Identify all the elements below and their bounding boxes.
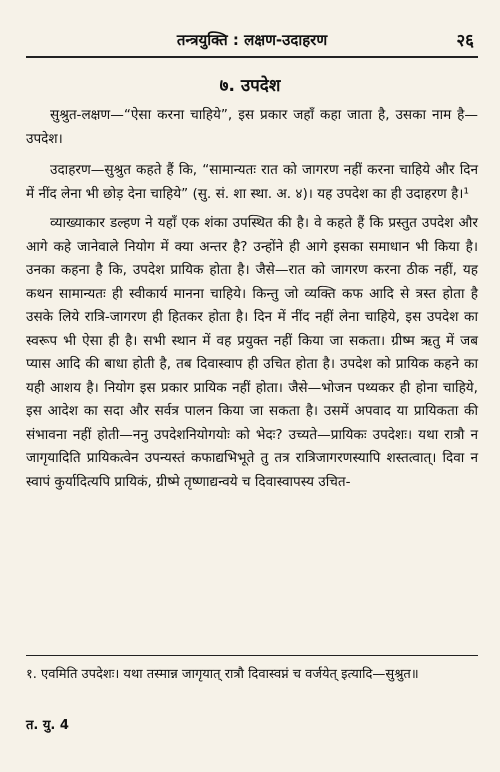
running-header [26,30,478,52]
footnote-rule [26,655,478,656]
signature-mark: त. यु. 4 [26,718,69,733]
paragraph-definition: सुश्रुत-लक्षण—“ऐसा करना चाहिये”, इस प्रकार जहाँ कहा जाता है, उसका नाम है—उपदेश। [26,107,478,147]
running-title: तन्त्रयुक्ति : लक्षण-उदाहरण [176,31,328,49]
paragraph-commentary: व्याख्याकार डल्हण ने यहाँ एक शंका उपस्थित की है। वे कहते हैं कि प्रस्तुत उपदेश और आगे कहे जानेवाले नियोग में क्या अन्तर है? उन्होंने ही आगे इसका समाधान भी किया है। उनका कहना है कि, उपदेश प्रायिक होता है। जैसे—रात को जागरण करना ठीक नहीं, यह कथन सामान्यतः ही स्वीकार्य मानना चाहिये। किन्तु जो व्यक्ति कफ आदि से त्रस्त होता है उसके लिये रात्रि-जागरण ही हितकर होता है। दिन में नींद नहीं लेना चाहिये, इस उपदेश का स्वरूप भी ऐसा ही है। सभी स्थान में वह प्रयुक्त नहीं किया जा सकता। ग्रीष्म ऋतु में जब प्यास आदि की बाधा होती है, तब दिवास्वाप ही उचित होता है। उपदेश को प्रायिक कहने का यही आशय है। नियोग इस प्रकार प्रायिक नहीं होता। जैसे—भोजन पथ्यकर ही होना चाहिये, इस आदेश का सदा और सर्वत्र पालन किया जा सकता है। उसमें अपवाद या प्रायिकता की संभावना नहीं होती—ननु उपदेशनियोगयोः को भेदः? उच्यते—प्रायिकः उपदेशः। यथा रात्रौ न जागृयादिति प्रायिकत्वेन उपन्यस्तं कफाद्यभिभूते तु तत्र रात्रिजागरणस्यापि शस्तत्वात्। दिवा न स्वापं कुर्यादित्यपि प्रायिकं, ग्रीष्मे तृष्णाद्यन्वये च दिवास्वापस्य उचित- [26,215,478,490]
paragraph-example: उदाहरण—सुश्रुत कहते हैं कि, “सामान्यतः रात को जागरण नहीं करना चाहिये और दिन में नींद लेना भी छोड़ देना चाहिये” (सु. सं. शा स्था. अ. ४)। यह उपदेश का ही उदाहरण है।¹ [26,162,478,202]
footnote: १. एवमिति उपदेशः। यथा तस्मान्न जागृयात् रात्रौ दिवास्वप्नं च वर्जयेत् इत्यादि—सुश्रुत॥ [26,667,419,682]
body-text [26,104,478,500]
page-number: २६ [456,31,474,51]
header-rule [26,56,478,58]
section-heading: ७. उपदेश [219,76,281,96]
